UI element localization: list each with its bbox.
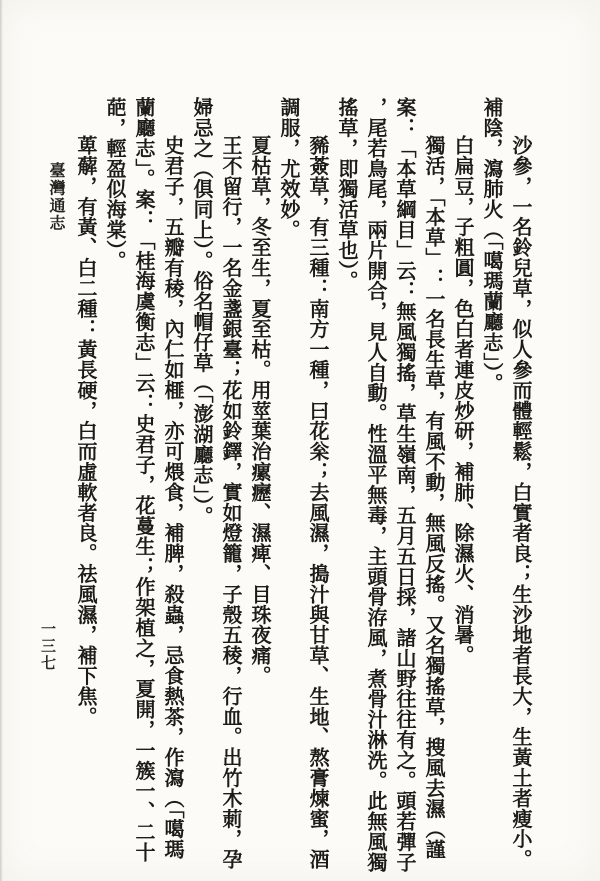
text-block (70, 97, 534, 881)
text-column-entry-xiakucao: 夏枯草，冬至生，夏至枯。用莖葉治瘰癧、濕痺、目珠夜痛。 (248, 135, 270, 686)
text-column-entry-shijunzi: 史君子，五瓣有稜，內仁如榧，亦可煨食，補脾，殺蟲，忌食熱茶，作瀉（「噶瑪 (161, 135, 183, 860)
text-column: 調服，尤效妙。 (277, 97, 299, 240)
text-column: 蘭廳志」。案：「桂海虞衡志」云：史君子，花蔓生；作架植之，夏開，一簇一、二十 (132, 97, 154, 863)
text-column: 案：「本草綱目」云：無風獨搖，草生嶺南，五月五日採，諸山野往往有之。頭若彈子 (393, 97, 415, 873)
text-column-entry-duhuo: 獨活，「本草」：一名長生草，有風不動，無風反搖。又名獨搖草，搜風去濕（謹 (422, 135, 444, 860)
text-column: 婦忌之（俱同上）。俗名帽仔草（「澎湖廳志」）。 (190, 97, 212, 527)
book-title: 臺灣通志 (47, 162, 64, 232)
text-column: 葩，輕盈似海棠）。 (103, 97, 125, 271)
scan-edge-shadow (0, 0, 3, 881)
text-column: 搖草，即獨活草也）。 (335, 97, 357, 291)
page-number: 一三七 (39, 621, 55, 672)
text-column-entry-bixie: 萆薢，有黃、白二種：黃長硬，白而虛軟者良。祛風濕，補下焦。 (74, 135, 96, 727)
text-column: 補陰，瀉肺火（「噶瑪蘭廳志」）。 (480, 97, 502, 394)
text-column-entry-baibiandou: 白扁豆，子粗圓，色白者連皮炒研，補肺、除濕火、消暑。 (451, 135, 473, 666)
text-column-entry-wangbuliuxing: 王不留行，一名金盞銀臺；花如鈴鐸，實如燈籠，子殼五稜，行血。出竹木莿，孕 (219, 135, 241, 870)
text-column: ，尾若鳥尾，兩片開合，見人自動。性溫平無毒，主頭骨洊風，煮骨汁淋洗。此無風獨 (364, 97, 386, 873)
text-column-entry-shashen: 沙參，一名鈴兒草，似人參而體輕鬆，白實者良；生沙地者長大，生黃土者瘦小。 (509, 135, 531, 870)
text-column-entry-xixiancao: 豨薟草，有三種：南方一種，曰花枀；去風濕，搗汁與甘草、生地、熬膏煉蜜，酒 (306, 135, 328, 870)
